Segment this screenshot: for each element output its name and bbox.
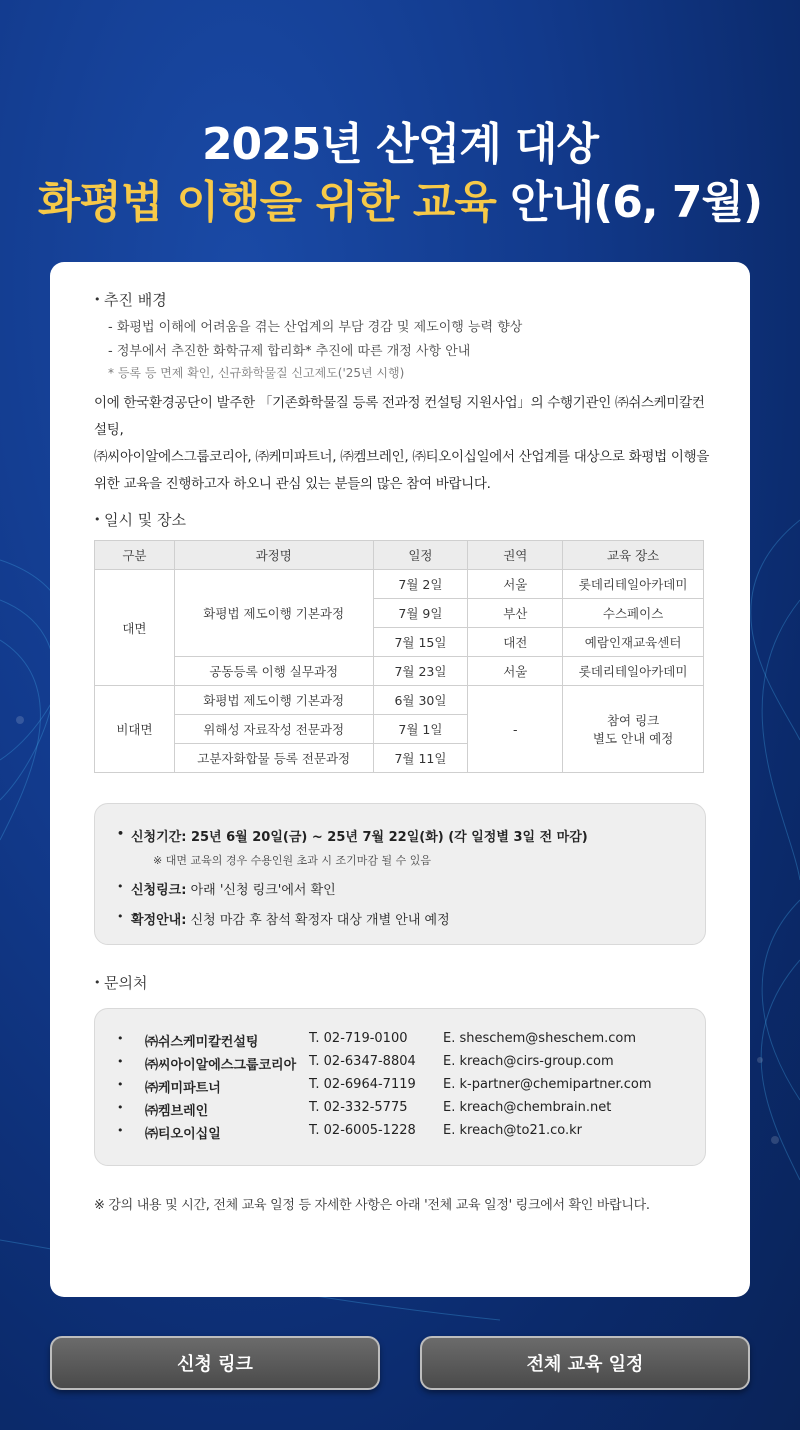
place-cell: [563, 686, 704, 773]
background-line: - 정부에서 추진한 화학규제 합리화* 추진에 따른 개정 사항 안내: [108, 344, 471, 359]
table-row: [95, 657, 704, 686]
date-cell: 7월 2일: [373, 570, 468, 599]
place-line: 참여 링크: [606, 713, 660, 728]
link-text: 아래 '신청 링크'에서 확인: [186, 883, 336, 898]
intro-line: ㈜씨아이알에스그룹코리아, ㈜케미파트너, ㈜켐브레인, ㈜티오이십일에서 산업계를 대상으로 화평법 이행을: [94, 449, 710, 465]
page-title-line1: 2025년 산업계 대상: [201, 119, 599, 170]
background-line: - 화평법 이해에 어려움을 겪는 산업계의 부담 경감 및 제도이행 능력 향상: [108, 320, 523, 335]
course-cell: 위해성 자료작성 전문과정: [174, 715, 373, 744]
contact-phone: T. 02-332-5775: [309, 1100, 408, 1115]
date-cell: 7월 1일: [373, 715, 468, 744]
place-cell: 수스페이스: [563, 599, 704, 628]
course-cell: 고분자화합물 등록 전문과정: [174, 744, 373, 773]
place-line: 별도 안내 예정: [592, 731, 674, 746]
application-link-info: [131, 879, 336, 898]
contact-org: • ㈜케미파트너: [145, 1081, 221, 1096]
contact-org: • ㈜티오이십일: [145, 1127, 221, 1142]
contact-org: • ㈜켐브레인: [145, 1104, 209, 1119]
intro-line: 이에 한국환경공단이 발주한 「기존화학물질 등록 전과정 컨설팅 지원사업」의 수행기관인 ㈜쉬스케미칼컨설팅,: [94, 395, 705, 438]
column-header: 과정명: [174, 541, 373, 570]
intro-paragraph: [94, 390, 714, 498]
contact-item: [131, 1031, 691, 1051]
column-header: 권역: [468, 541, 563, 570]
contact-email[interactable]: E. sheschem@sheschem.com: [443, 1031, 637, 1046]
type-cell: 비대면: [95, 686, 175, 773]
column-header: 일정: [373, 541, 468, 570]
confirm-text: 신청 마감 후 참석 확정자 대상 개별 안내 예정: [186, 913, 450, 928]
course-cell: 공동등록 이행 실무과정: [174, 657, 373, 686]
contact-phone: T. 02-6964-7119: [309, 1077, 416, 1092]
contact-phone: T. 02-719-0100: [309, 1031, 408, 1046]
contact-phone: T. 02-6347-8804: [309, 1054, 416, 1069]
schedule-table: [94, 540, 704, 773]
contact-item: [131, 1123, 691, 1143]
table-row: [95, 570, 704, 599]
contact-item: [131, 1077, 691, 1097]
contact-org: • ㈜씨아이알에스그룹코리아: [145, 1058, 297, 1073]
application-period: • 신청기간: 25년 6월 20일(금) ~ 25년 7월 22일(화) (각 일정별 3일 전 마감): [131, 826, 588, 845]
place-cell: 롯데리테일아카데미: [563, 657, 704, 686]
contact-email[interactable]: E. kreach@chembrain.net: [443, 1100, 612, 1115]
confirm-label: 확정안내:: [131, 913, 187, 928]
region-cell: 부산: [468, 599, 563, 628]
table-header-row: [95, 541, 704, 570]
title-highlight: 화평법 이행을 위한 교육: [37, 177, 496, 228]
place-cell: 예람인재교육센터: [563, 628, 704, 657]
contact-org: • ㈜쉬스케미칼컨설팅: [145, 1035, 259, 1050]
application-confirm-info: [131, 909, 450, 928]
application-period-note: ※ 대면 교육의 경우 수용인원 초과 시 조기마감 될 수 있음: [153, 854, 431, 867]
background-heading: • 추진 배경: [94, 289, 167, 310]
contact-email[interactable]: E. kreach@cirs-group.com: [443, 1054, 614, 1069]
type-cell: 대면: [95, 570, 175, 686]
region-cell: -: [468, 686, 563, 773]
footnote: ※ 강의 내용 및 시간, 전체 교육 일정 등 자세한 사항은 아래 '전체 교육 일정' 링크에서 확인 바랍니다.: [94, 1198, 650, 1213]
course-cell: 화평법 제도이행 기본과정: [174, 570, 373, 657]
region-cell: 서울: [468, 657, 563, 686]
full-schedule-button[interactable]: 전체 교육 일정: [420, 1336, 750, 1390]
date-cell: 7월 9일: [373, 599, 468, 628]
column-header: 교육 장소: [563, 541, 704, 570]
date-cell: 7월 23일: [373, 657, 468, 686]
table-row: [95, 686, 704, 715]
application-box: [94, 803, 706, 945]
contact-email[interactable]: E. kreach@to21.co.kr: [443, 1123, 583, 1138]
course-cell: 화평법 제도이행 기본과정: [174, 686, 373, 715]
date-cell: 7월 11일: [373, 744, 468, 773]
region-cell: 서울: [468, 570, 563, 599]
apply-link-button[interactable]: 신청 링크: [50, 1336, 380, 1390]
date-cell: 7월 15일: [373, 628, 468, 657]
title-rest: 안내(6, 7월): [495, 177, 763, 228]
page-title-line2: [0, 166, 800, 230]
column-header: 구분: [95, 541, 175, 570]
region-cell: 대전: [468, 628, 563, 657]
intro-line: 위한 교육을 진행하고자 하오니 관심 있는 분들의 많은 참여 바랍니다.: [94, 476, 491, 492]
contact-phone: T. 02-6005-1228: [309, 1123, 416, 1138]
notice-card: [50, 262, 750, 1297]
contact-item: [131, 1054, 691, 1074]
contacts-heading: • 문의처: [94, 972, 147, 993]
date-cell: 6월 30일: [373, 686, 468, 715]
schedule-heading: • 일시 및 장소: [94, 509, 186, 530]
contact-email[interactable]: E. k-partner@chemipartner.com: [443, 1077, 652, 1092]
contacts-box: [94, 1008, 706, 1166]
contact-item: [131, 1100, 691, 1120]
background-note: * 등록 등 면제 확인, 신규화학물질 신고제도('25년 시행): [108, 366, 405, 380]
place-cell: 롯데리테일아카데미: [563, 570, 704, 599]
link-label: 신청링크:: [131, 883, 187, 898]
